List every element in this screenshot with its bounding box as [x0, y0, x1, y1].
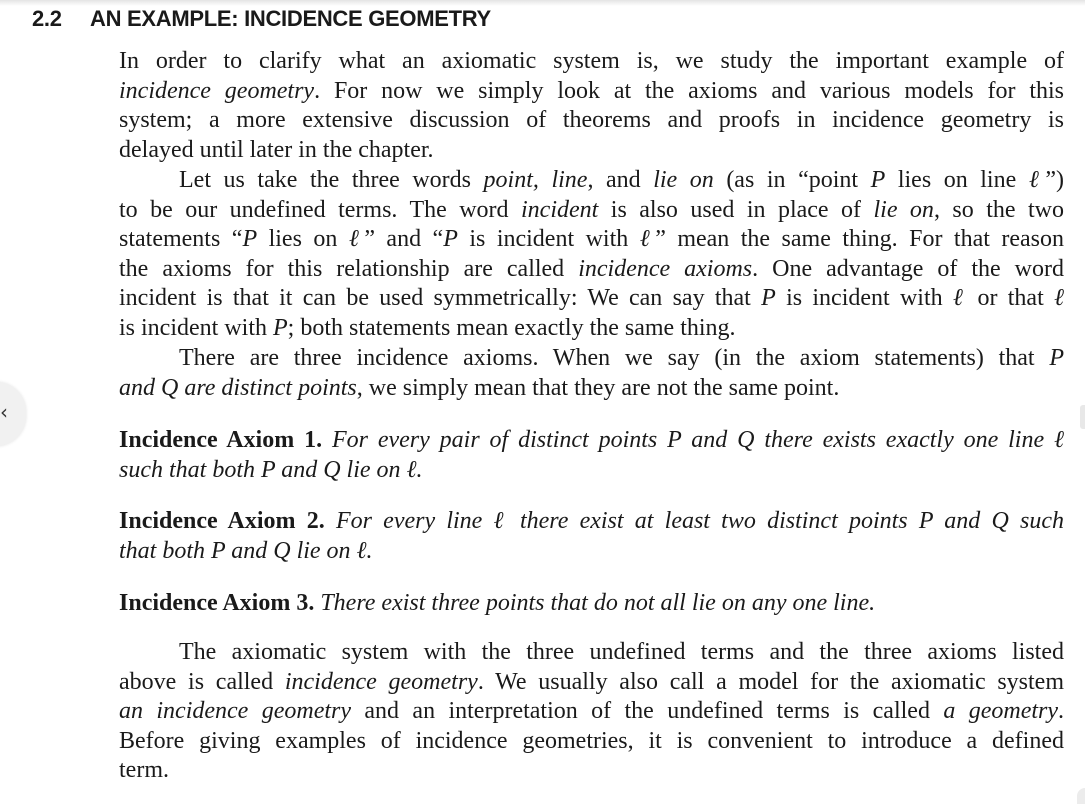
math-symbol: P: [443, 226, 458, 253]
paragraph-three-axioms: [119, 344, 1064, 403]
text-run: and an interpretation of the undefined terms is called: [351, 698, 944, 725]
math-symbol: ℓ: [952, 285, 968, 312]
axiom-statement: There exist three points that do not all lie on any one line.: [320, 590, 876, 616]
text-line: [119, 255, 1064, 285]
chevron-left-icon: ‹: [0, 400, 8, 424]
text-run: to be our undefined terms. The word: [119, 196, 522, 223]
axiom-label: Incidence Axiom 3.: [119, 590, 315, 616]
text-run: . We usually also call a model for the axiomatic system: [477, 668, 1064, 695]
next-page-handle[interactable]: [1080, 405, 1085, 429]
text-run: .: [1058, 698, 1064, 725]
text-line: [119, 536, 1064, 566]
emphasis: lie on: [873, 196, 934, 223]
text-run: ”): [1045, 167, 1064, 193]
emphasis: an incidence geometry: [119, 698, 352, 725]
math-symbol: ℓ: [1054, 285, 1064, 312]
text-run: Let us take the three words: [179, 167, 484, 193]
text-run: is also used in place of: [598, 196, 874, 223]
axiom-statement: such that both P and Q lie on ℓ.: [119, 457, 423, 483]
paragraph-intro: [119, 47, 1064, 165]
text-run: incident is that it can be used symmetrically: We can say that: [119, 285, 762, 312]
text-run: There are three incidence axioms. When we say (in the axiom statements) that: [179, 345, 1050, 371]
text-run: , we simply mean that they are not the same point.: [356, 374, 840, 401]
incidence-axiom-2: [119, 506, 1064, 566]
text-line: [119, 344, 1064, 374]
incidence-axiom-3: [119, 588, 1064, 618]
text-run: . One advantage of the word: [752, 255, 1064, 282]
axiom-statement: For every pair of distinct points P and Q there exists exactly one line ℓ: [331, 427, 1064, 453]
text-run: the axioms for this relationship are called: [119, 255, 579, 282]
math-symbol: P: [272, 314, 288, 341]
axiom-label: Incidence Axiom 1.: [119, 427, 323, 453]
text-run: lies on: [257, 226, 349, 253]
text-line: [119, 77, 1064, 107]
corner-scroll-marker: [1077, 788, 1085, 804]
emphasis: incidence axioms: [578, 255, 753, 282]
math-symbol: P: [242, 226, 258, 253]
emphasis: lie on: [653, 167, 714, 193]
text-run: or that: [967, 285, 1055, 312]
axiom-label: Incidence Axiom 2.: [119, 508, 325, 534]
text-run: above is called: [119, 668, 285, 695]
text-line: [119, 284, 1064, 314]
text-line: [119, 588, 1064, 618]
text-line: [119, 225, 1064, 255]
math-symbol: P: [870, 167, 886, 193]
text-line: [119, 166, 1064, 196]
text-run: ; both statements mean exactly the same thing.: [287, 314, 736, 341]
math-symbol: P: [1049, 345, 1064, 371]
text-line: Before giving examples of incidence geometries, it is convenient to introduce a defined: [119, 727, 1064, 754]
text-line: [119, 196, 1064, 226]
text-run: , and: [587, 167, 654, 193]
text-run: is incident with: [119, 314, 273, 341]
emphasis: line: [551, 167, 588, 193]
emphasis: point: [483, 167, 533, 193]
text-line: [119, 425, 1064, 455]
text-line: [119, 697, 1064, 727]
text-run: ” and “: [364, 226, 444, 253]
section-heading: [32, 6, 491, 32]
math-symbol: ℓ: [348, 226, 365, 253]
text-run: statements “: [119, 226, 243, 253]
section-number: 2.2: [32, 6, 62, 31]
text-run: lies on line: [885, 167, 1029, 193]
text-run: ” mean the same thing. For that reason: [655, 226, 1064, 253]
emphasis: incidence geometry: [119, 77, 315, 104]
text-run: . For now we simply look at the axioms and various models for this: [314, 77, 1064, 104]
text-line: [119, 506, 1064, 536]
text-line: term.: [119, 757, 169, 784]
emphasis: and Q are distinct points: [119, 374, 357, 401]
text-line: The axiomatic system with the three undefined terms and the three axioms listed: [179, 639, 1064, 665]
text-line: system; a more extensive discussion of theorems and proofs in incidence geometry is: [119, 107, 1064, 134]
text-line: In order to clarify what an axiomatic system is, we study the important example of: [119, 48, 1064, 74]
text-run: , so the two: [933, 196, 1064, 223]
text-run: (as in “point: [713, 167, 871, 193]
text-line: delayed until later in the chapter.: [119, 136, 434, 163]
paragraph-undefined-terms: [119, 166, 1064, 344]
text-line: [119, 668, 1064, 698]
text-run: is incident with: [457, 226, 640, 253]
math-symbol: P: [761, 285, 776, 312]
text-line: [119, 455, 1064, 485]
text-line: [119, 374, 1064, 404]
text-line: [119, 314, 1064, 344]
math-symbol: ℓ: [639, 226, 656, 253]
emphasis: a geometry: [943, 698, 1059, 725]
math-symbol: ℓ: [1028, 167, 1046, 193]
paragraph-incidence-geometry: [119, 638, 1064, 786]
axiom-statement: For every line ℓ there exist at least two distinct points P and Q such: [335, 508, 1064, 534]
emphasis: incident: [521, 196, 599, 223]
incidence-axiom-1: [119, 425, 1064, 485]
section-title: AN EXAMPLE: INCIDENCE GEOMETRY: [90, 6, 491, 31]
emphasis: incidence geometry: [284, 668, 478, 695]
axiom-statement: that both P and Q lie on ℓ.: [119, 538, 373, 564]
previous-page-button[interactable]: [0, 382, 26, 446]
text-run: is incident with: [775, 285, 953, 312]
emphasis: ,: [532, 167, 552, 193]
